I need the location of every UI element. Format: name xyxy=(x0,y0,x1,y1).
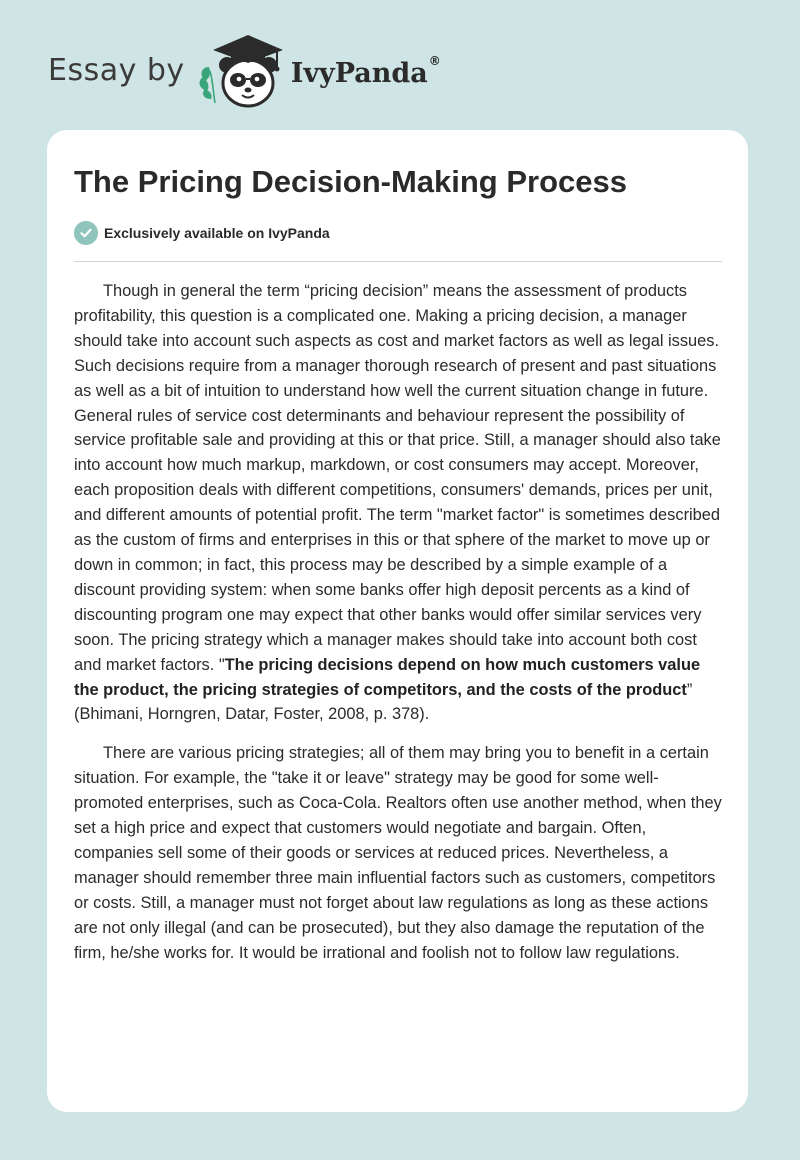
check-circle-icon xyxy=(74,221,98,245)
paragraph-1-citation: ” (Bhimani, Horngren, Datar, Foster, 2008, p. 378). xyxy=(74,680,693,724)
essay-title: The Pricing Decision-Making Process xyxy=(74,164,627,199)
site-header[interactable] xyxy=(48,30,441,110)
exclusive-badge xyxy=(74,221,330,245)
brand-name: IvyPanda® xyxy=(290,53,441,89)
essay-body xyxy=(74,279,724,979)
paragraph-2: There are various pricing strategies; all of them may bring you to benefit in a certain situation. For example, the "take it or leave" strategy may be good for some well-promoted enterprises, such as Coca-Cola. Realtors often use another method, when they set a high price and expect that customers would negotiate and bargain. Often, companies sell some of their goods or services at reduced prices. Nevertheless, a manager should remember three main influential factors such as customers, competitors or costs. Still, a manager must not forget about law regulations as long as these actions are not only illegal (and can be prosecuted), but they also damage the reputation of the firm, he/she works for. It would be irrational and foolish not to follow law regulations. xyxy=(74,744,722,962)
paragraph-1 xyxy=(74,279,724,727)
paragraph-1-text: Though in general the term “pricing decision” means the assessment of products profitability, this question is a complicated one. Making a pricing decision, a manager should take into account such aspects as cost and market factors as well as legal issues. Such decisions require from a manager thorough research of present and past situations as well as a bit of intuition to understand how well the current situation change in future. General rules of service cost determinants and behaviour represent the possibility of service profitable sale and providing at this or that price. Still, a manager should also take into account how much markup, markdown, or cost consumers may accept. Moreover, each proposition deals with different competitions, consumers' demands, prices per unit, and different amounts of potential profit. The term "market factor" is sometimes described as the custom of firms and enterprises in this or that sphere of the market to move up or down in common; in fact, this process may be described by a simple example of a discount providing system: when some banks offer high deposit percents as a kind of discounting program one may expect that other banks would offer similar services very soon. The pricing strategy which a manager makes should take into account both cost and market factors. " xyxy=(74,282,721,674)
registered-mark: ® xyxy=(428,53,441,68)
paragraph-1-quote: The pricing decisions depend on how much customers value the product, the pricing strategies of competitors, and the costs of the product xyxy=(74,655,701,699)
panda-graduate-logo-icon xyxy=(197,31,289,109)
exclusive-label: Exclusively available on IvyPanda xyxy=(104,225,330,241)
essay-card xyxy=(47,130,748,1112)
title-divider xyxy=(74,261,722,262)
essay-by-label: Essay by xyxy=(48,52,185,88)
